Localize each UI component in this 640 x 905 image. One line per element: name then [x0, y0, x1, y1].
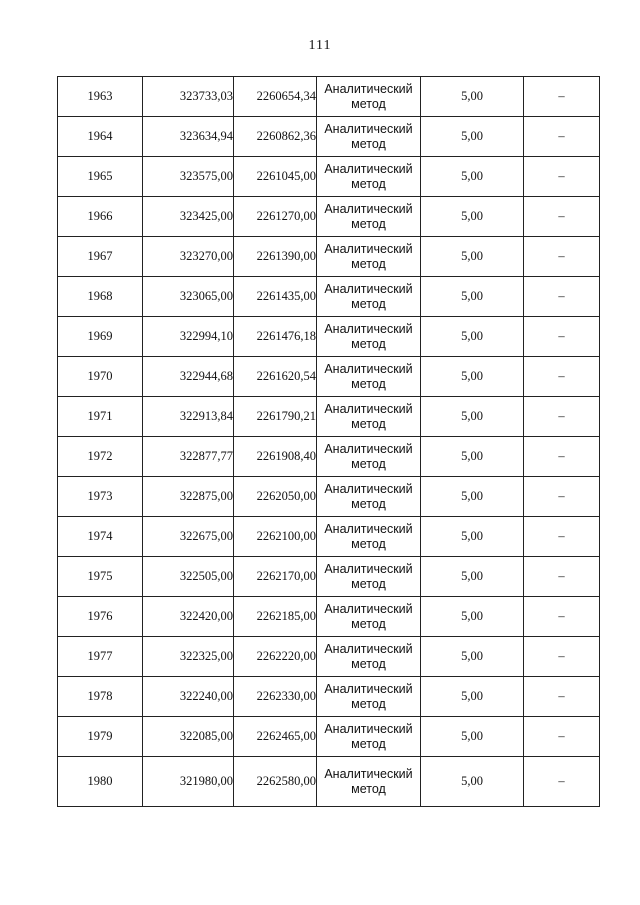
point-number: 1977	[87, 649, 113, 663]
x-coordinate: 323425,00	[179, 209, 233, 223]
accuracy-value: 5,00	[461, 89, 483, 103]
method-line2: метод	[351, 736, 386, 751]
point-number-cell	[58, 237, 143, 277]
y-coordinate: 2261476,18	[256, 329, 316, 343]
method-line1: Аналитический	[324, 241, 413, 256]
note-value: –	[558, 649, 565, 663]
method-line1: Аналитический	[324, 121, 413, 136]
y-coordinate-cell	[234, 677, 317, 717]
table-row	[58, 117, 600, 157]
note-cell	[524, 437, 600, 477]
note-cell	[524, 477, 600, 517]
method-line2: метод	[351, 216, 386, 231]
accuracy-cell	[421, 557, 524, 597]
method-cell	[317, 397, 421, 437]
y-coordinate: 2261908,40	[256, 449, 316, 463]
method-line1: Аналитический	[324, 521, 413, 536]
method-cell	[317, 317, 421, 357]
method-line2: метод	[351, 496, 386, 511]
x-coordinate: 323065,00	[179, 289, 233, 303]
accuracy-cell	[421, 77, 524, 117]
x-coordinate: 322325,00	[179, 649, 233, 663]
point-number-cell	[58, 117, 143, 157]
point-number: 1969	[87, 329, 113, 343]
y-coordinate-cell	[234, 597, 317, 637]
note-cell	[524, 117, 600, 157]
method-line1: Аналитический	[324, 361, 413, 376]
x-coordinate-cell	[143, 437, 234, 477]
x-coordinate: 323634,94	[179, 129, 233, 143]
note-cell	[524, 677, 600, 717]
accuracy-cell	[421, 397, 524, 437]
note-value: –	[558, 89, 565, 103]
note-cell	[524, 557, 600, 597]
point-number: 1963	[87, 89, 113, 103]
method-cell	[317, 717, 421, 757]
method-cell	[317, 357, 421, 397]
note-value: –	[558, 249, 565, 263]
x-coordinate: 322994,10	[179, 329, 233, 343]
point-number-cell	[58, 557, 143, 597]
note-cell	[524, 397, 600, 437]
note-cell	[524, 77, 600, 117]
note-cell	[524, 197, 600, 237]
method-line2: метод	[351, 96, 386, 111]
accuracy-cell	[421, 637, 524, 677]
accuracy-value: 5,00	[461, 729, 483, 743]
y-coordinate-cell	[234, 557, 317, 597]
accuracy-cell	[421, 677, 524, 717]
point-number-cell	[58, 157, 143, 197]
point-number-cell	[58, 757, 143, 807]
y-coordinate-cell	[234, 157, 317, 197]
y-coordinate-cell	[234, 517, 317, 557]
y-coordinate-cell	[234, 477, 317, 517]
table-row	[58, 237, 600, 277]
accuracy-cell	[421, 717, 524, 757]
note-value: –	[558, 729, 565, 743]
table-row	[58, 317, 600, 357]
method-line2: метод	[351, 656, 386, 671]
method-cell	[317, 157, 421, 197]
point-number: 1980	[87, 774, 113, 788]
x-coordinate: 323575,00	[179, 169, 233, 183]
y-coordinate: 2261790,21	[256, 409, 316, 423]
y-coordinate-cell	[234, 437, 317, 477]
point-number: 1968	[87, 289, 113, 303]
y-coordinate: 2260862,36	[256, 129, 316, 143]
y-coordinate: 2260654,34	[256, 89, 316, 103]
x-coordinate-cell	[143, 637, 234, 677]
y-coordinate: 2262185,00	[256, 609, 316, 623]
table-row	[58, 477, 600, 517]
method-line1: Аналитический	[324, 281, 413, 296]
method-line2: метод	[351, 616, 386, 631]
method-line1: Аналитический	[324, 321, 413, 336]
note-value: –	[558, 689, 565, 703]
note-cell	[524, 717, 600, 757]
x-coordinate-cell	[143, 477, 234, 517]
method-cell	[317, 117, 421, 157]
table-row	[58, 437, 600, 477]
x-coordinate: 322944,68	[179, 369, 233, 383]
accuracy-value: 5,00	[461, 289, 483, 303]
accuracy-value: 5,00	[461, 169, 483, 183]
point-number: 1979	[87, 729, 113, 743]
point-number-cell	[58, 717, 143, 757]
table-row	[58, 357, 600, 397]
x-coordinate-cell	[143, 317, 234, 357]
note-cell	[524, 317, 600, 357]
point-number: 1970	[87, 369, 113, 383]
x-coordinate-cell	[143, 557, 234, 597]
x-coordinate: 322420,00	[179, 609, 233, 623]
accuracy-cell	[421, 197, 524, 237]
accuracy-value: 5,00	[461, 774, 483, 788]
note-value: –	[558, 209, 565, 223]
x-coordinate-cell	[143, 77, 234, 117]
method-line2: метод	[351, 376, 386, 391]
accuracy-value: 5,00	[461, 369, 483, 383]
method-line1: Аналитический	[324, 161, 413, 176]
method-line1: Аналитический	[324, 481, 413, 496]
accuracy-value: 5,00	[461, 529, 483, 543]
note-value: –	[558, 289, 565, 303]
x-coordinate-cell	[143, 677, 234, 717]
accuracy-cell	[421, 317, 524, 357]
point-number-cell	[58, 437, 143, 477]
x-coordinate-cell	[143, 757, 234, 807]
point-number-cell	[58, 317, 143, 357]
method-cell	[317, 757, 421, 807]
point-number-cell	[58, 197, 143, 237]
x-coordinate: 322913,84	[179, 409, 233, 423]
x-coordinate-cell	[143, 197, 234, 237]
note-value: –	[558, 569, 565, 583]
point-number-cell	[58, 677, 143, 717]
point-number-cell	[58, 477, 143, 517]
y-coordinate: 2261270,00	[256, 209, 316, 223]
table-row	[58, 157, 600, 197]
y-coordinate-cell	[234, 117, 317, 157]
accuracy-cell	[421, 237, 524, 277]
note-value: –	[558, 774, 565, 788]
method-line2: метод	[351, 336, 386, 351]
method-line2: метод	[351, 136, 386, 151]
point-number: 1965	[87, 169, 113, 183]
table-row	[58, 597, 600, 637]
method-line2: метод	[351, 456, 386, 471]
x-coordinate-cell	[143, 597, 234, 637]
y-coordinate-cell	[234, 757, 317, 807]
table-body	[58, 77, 600, 807]
accuracy-cell	[421, 357, 524, 397]
accuracy-cell	[421, 597, 524, 637]
accuracy-value: 5,00	[461, 129, 483, 143]
point-number: 1964	[87, 129, 113, 143]
y-coordinate-cell	[234, 397, 317, 437]
accuracy-value: 5,00	[461, 569, 483, 583]
y-coordinate: 2262170,00	[256, 569, 316, 583]
note-value: –	[558, 329, 565, 343]
note-cell	[524, 157, 600, 197]
method-cell	[317, 197, 421, 237]
y-coordinate-cell	[234, 277, 317, 317]
point-number: 1974	[87, 529, 113, 543]
note-cell	[524, 637, 600, 677]
point-number: 1976	[87, 609, 113, 623]
method-cell	[317, 557, 421, 597]
method-line1: Аналитический	[324, 766, 413, 781]
table-row	[58, 197, 600, 237]
accuracy-cell	[421, 477, 524, 517]
method-line2: метод	[351, 296, 386, 311]
y-coordinate: 2262050,00	[256, 489, 316, 503]
x-coordinate-cell	[143, 117, 234, 157]
table-row	[58, 557, 600, 597]
x-coordinate: 322240,00	[179, 689, 233, 703]
note-value: –	[558, 529, 565, 543]
method-cell	[317, 77, 421, 117]
note-cell	[524, 517, 600, 557]
note-cell	[524, 757, 600, 807]
point-number-cell	[58, 397, 143, 437]
method-line1: Аналитический	[324, 721, 413, 736]
coordinates-table	[57, 76, 600, 807]
accuracy-value: 5,00	[461, 649, 483, 663]
point-number: 1967	[87, 249, 113, 263]
point-number: 1975	[87, 569, 113, 583]
method-line2: метод	[351, 256, 386, 271]
y-coordinate-cell	[234, 237, 317, 277]
point-number: 1973	[87, 489, 113, 503]
x-coordinate-cell	[143, 157, 234, 197]
table-row	[58, 677, 600, 717]
table-row	[58, 637, 600, 677]
method-line1: Аналитический	[324, 641, 413, 656]
point-number-cell	[58, 277, 143, 317]
method-cell	[317, 277, 421, 317]
accuracy-cell	[421, 277, 524, 317]
method-line1: Аналитический	[324, 201, 413, 216]
accuracy-value: 5,00	[461, 409, 483, 423]
y-coordinate-cell	[234, 717, 317, 757]
method-line1: Аналитический	[324, 441, 413, 456]
method-line1: Аналитический	[324, 81, 413, 96]
method-line2: метод	[351, 416, 386, 431]
x-coordinate: 322877,77	[179, 449, 233, 463]
table-row	[58, 77, 600, 117]
point-number-cell	[58, 637, 143, 677]
method-cell	[317, 517, 421, 557]
method-line2: метод	[351, 176, 386, 191]
accuracy-cell	[421, 437, 524, 477]
point-number: 1978	[87, 689, 113, 703]
method-line2: метод	[351, 781, 386, 796]
y-coordinate: 2262580,00	[256, 774, 316, 788]
y-coordinate: 2262100,00	[256, 529, 316, 543]
point-number-cell	[58, 517, 143, 557]
method-cell	[317, 677, 421, 717]
method-line1: Аналитический	[324, 561, 413, 576]
note-cell	[524, 357, 600, 397]
y-coordinate: 2261390,00	[256, 249, 316, 263]
point-number-cell	[58, 77, 143, 117]
note-cell	[524, 277, 600, 317]
y-coordinate: 2261045,00	[256, 169, 316, 183]
note-value: –	[558, 369, 565, 383]
y-coordinate-cell	[234, 637, 317, 677]
accuracy-cell	[421, 157, 524, 197]
x-coordinate-cell	[143, 397, 234, 437]
y-coordinate: 2262465,00	[256, 729, 316, 743]
accuracy-cell	[421, 757, 524, 807]
y-coordinate-cell	[234, 197, 317, 237]
accuracy-cell	[421, 117, 524, 157]
page-number: 111	[308, 38, 332, 53]
accuracy-value: 5,00	[461, 209, 483, 223]
method-line1: Аналитический	[324, 601, 413, 616]
accuracy-value: 5,00	[461, 449, 483, 463]
note-cell	[524, 597, 600, 637]
method-line1: Аналитический	[324, 681, 413, 696]
note-value: –	[558, 129, 565, 143]
method-cell	[317, 477, 421, 517]
x-coordinate: 321980,00	[179, 774, 233, 788]
method-cell	[317, 237, 421, 277]
x-coordinate: 323733,03	[179, 89, 233, 103]
x-coordinate: 322085,00	[179, 729, 233, 743]
table-row	[58, 757, 600, 807]
x-coordinate-cell	[143, 277, 234, 317]
table-row	[58, 517, 600, 557]
y-coordinate: 2262330,00	[256, 689, 316, 703]
y-coordinate-cell	[234, 357, 317, 397]
accuracy-value: 5,00	[461, 489, 483, 503]
point-number: 1972	[87, 449, 113, 463]
point-number-cell	[58, 357, 143, 397]
accuracy-value: 5,00	[461, 329, 483, 343]
note-value: –	[558, 169, 565, 183]
x-coordinate-cell	[143, 357, 234, 397]
accuracy-value: 5,00	[461, 609, 483, 623]
note-cell	[524, 237, 600, 277]
accuracy-cell	[421, 517, 524, 557]
point-number: 1966	[87, 209, 113, 223]
accuracy-value: 5,00	[461, 689, 483, 703]
note-value: –	[558, 489, 565, 503]
y-coordinate: 2261435,00	[256, 289, 316, 303]
x-coordinate-cell	[143, 517, 234, 557]
x-coordinate-cell	[143, 717, 234, 757]
accuracy-value: 5,00	[461, 249, 483, 263]
table-row	[58, 717, 600, 757]
method-line2: метод	[351, 536, 386, 551]
method-cell	[317, 637, 421, 677]
method-line2: метод	[351, 576, 386, 591]
point-number: 1971	[87, 409, 113, 423]
x-coordinate-cell	[143, 237, 234, 277]
method-cell	[317, 597, 421, 637]
y-coordinate: 2262220,00	[256, 649, 316, 663]
y-coordinate: 2261620,54	[256, 369, 316, 383]
table-row	[58, 397, 600, 437]
point-number-cell	[58, 597, 143, 637]
x-coordinate: 322675,00	[179, 529, 233, 543]
method-cell	[317, 437, 421, 477]
x-coordinate: 322505,00	[179, 569, 233, 583]
note-value: –	[558, 409, 565, 423]
table-row	[58, 277, 600, 317]
note-value: –	[558, 609, 565, 623]
x-coordinate: 323270,00	[179, 249, 233, 263]
method-line1: Аналитический	[324, 401, 413, 416]
note-value: –	[558, 449, 565, 463]
y-coordinate-cell	[234, 317, 317, 357]
x-coordinate: 322875,00	[179, 489, 233, 503]
y-coordinate-cell	[234, 77, 317, 117]
method-line2: метод	[351, 696, 386, 711]
